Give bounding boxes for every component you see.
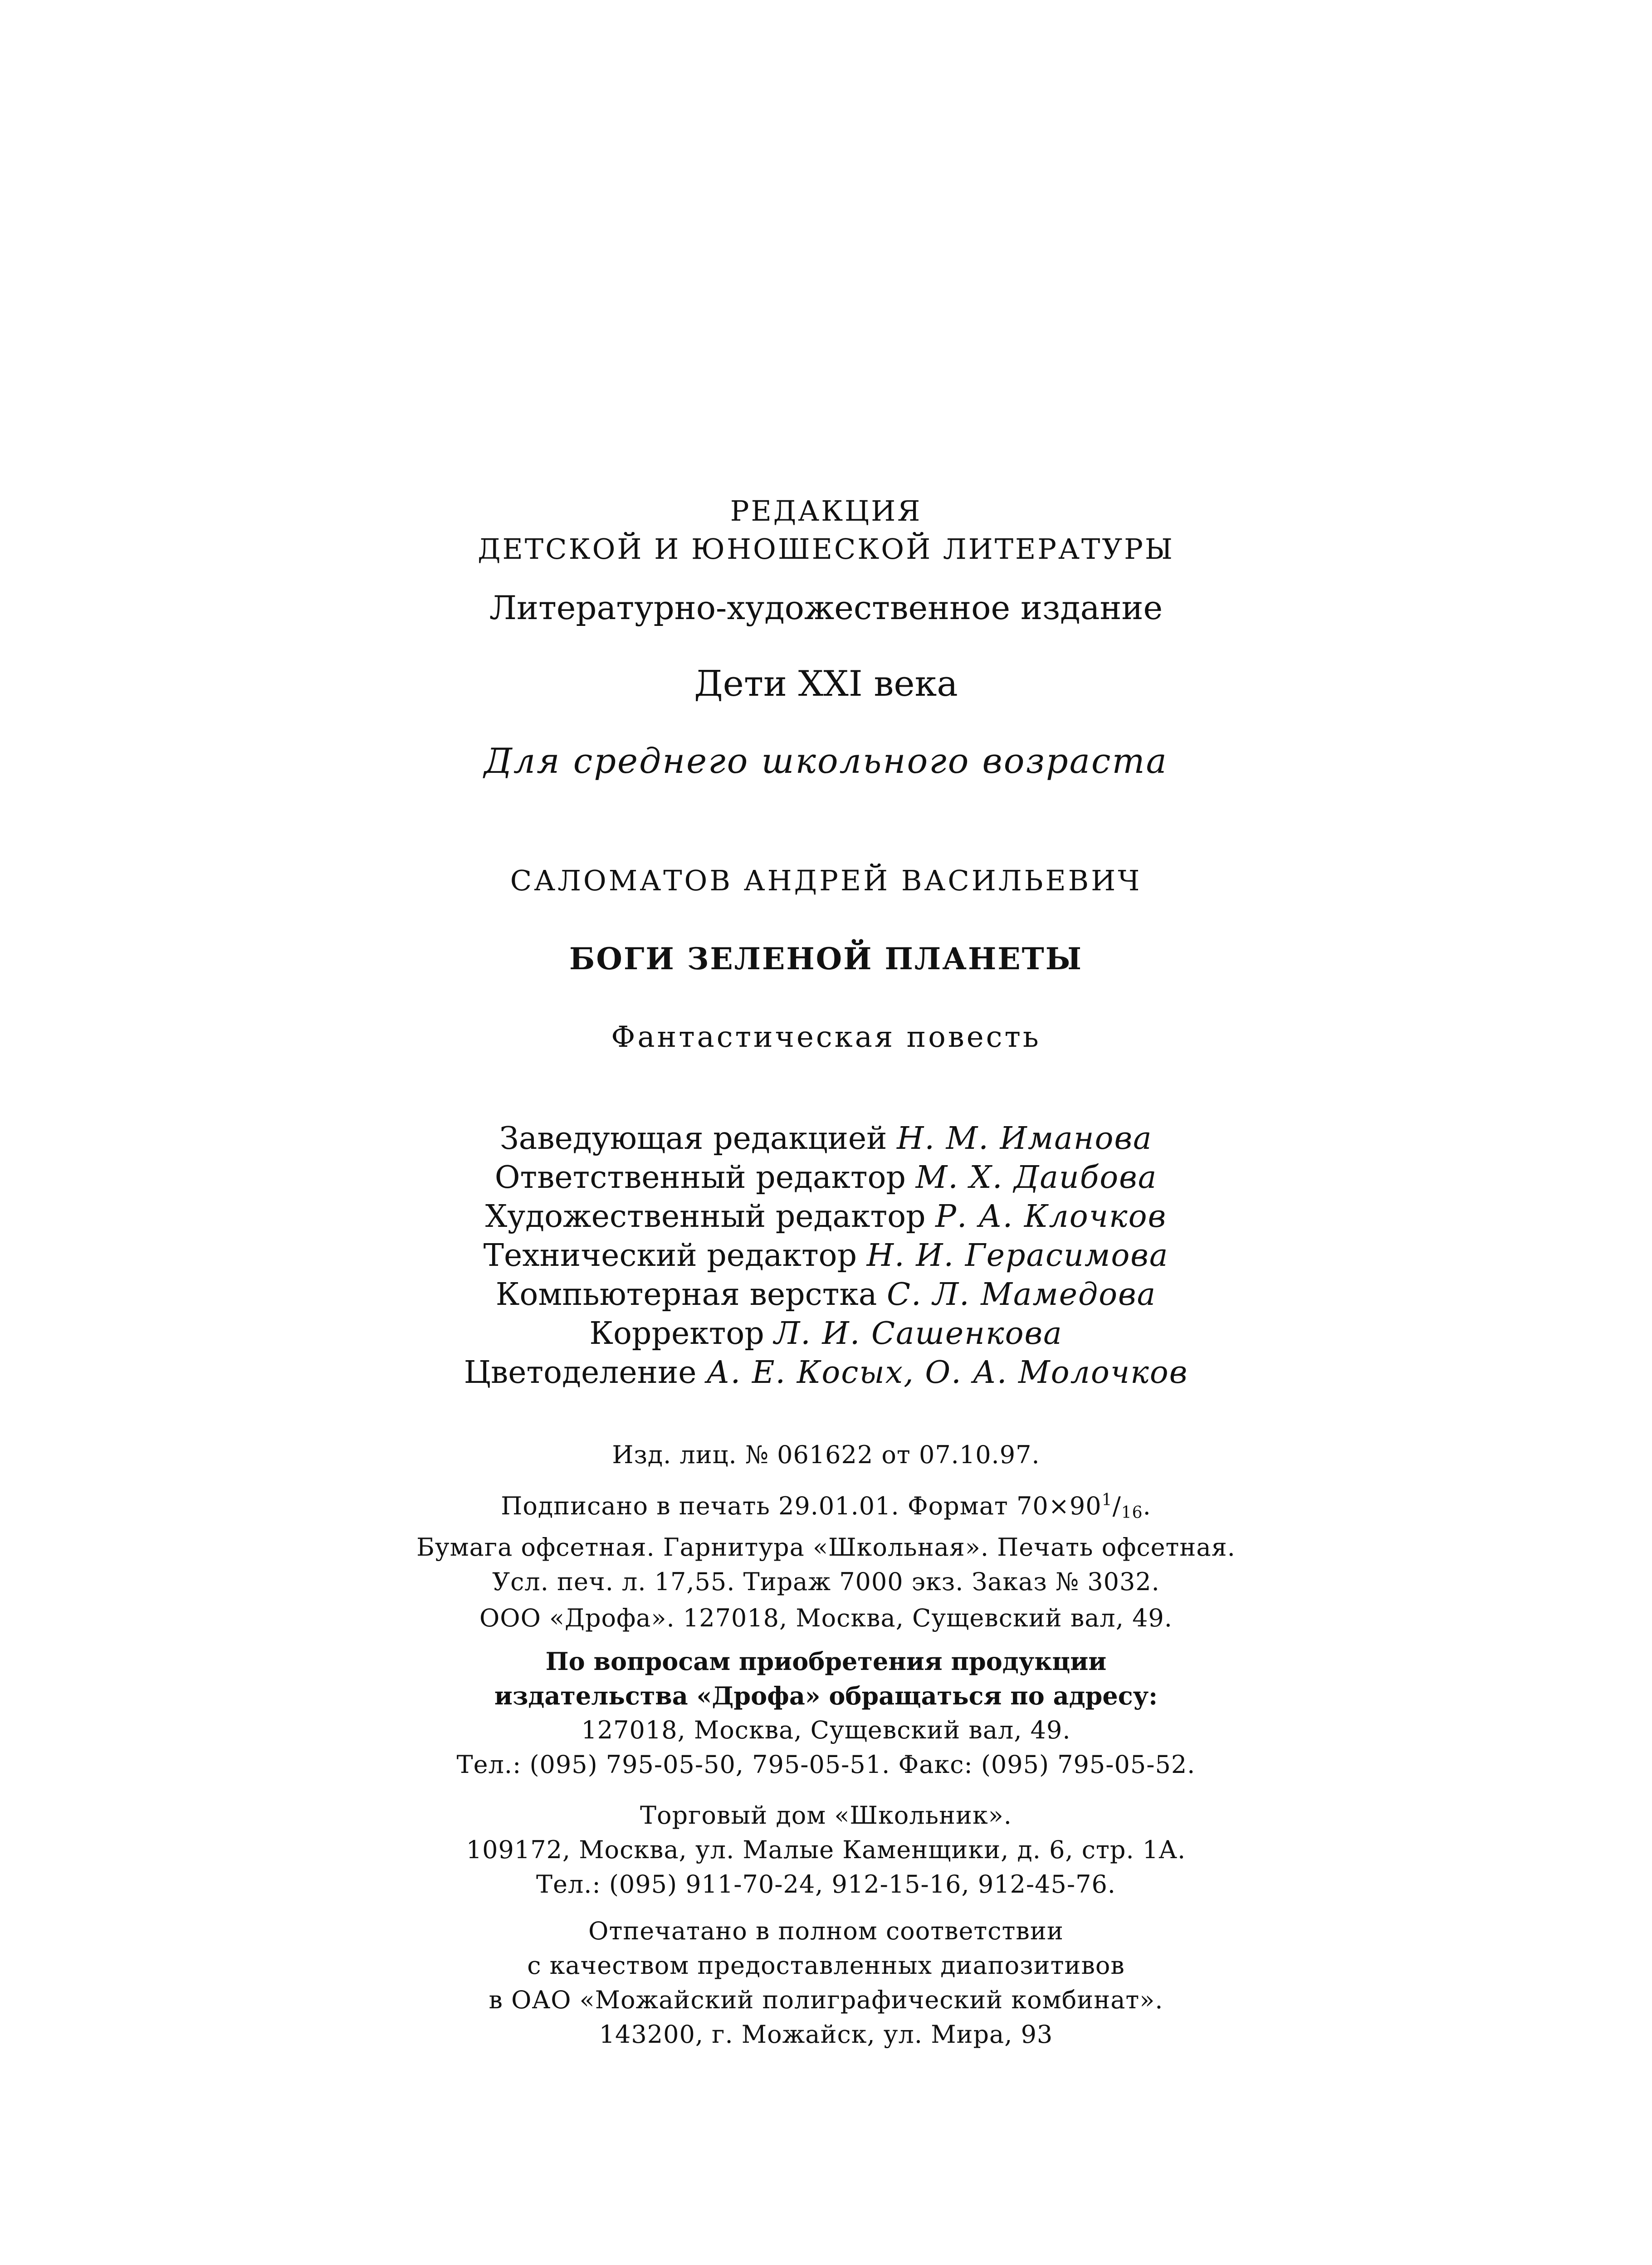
audience-note (0, 739, 1652, 783)
credit-line (0, 1314, 1652, 1353)
credit-role: Заведующая редакцией (499, 1121, 887, 1157)
license-info (0, 1438, 1652, 1472)
license-text: Изд. лиц. № 061622 от 07.10.97. (612, 1440, 1040, 1469)
edition-type (0, 587, 1652, 628)
signed-format-line (0, 1483, 1652, 1530)
printer-line1: Отпечатано в полном соответствии (588, 1917, 1064, 1945)
credit-name: С. Л. Мамедова (887, 1277, 1157, 1313)
credit-role: Корректор (589, 1316, 764, 1352)
author-name-text: САЛОМАТОВ АНДРЕЙ ВАСИЛЬЕВИЧ (510, 864, 1142, 897)
credit-name: Р. А. Клочков (935, 1199, 1167, 1235)
format-superscript: 1 (1101, 1491, 1113, 1509)
genre (0, 1018, 1652, 1056)
series-name-text: Дети XXI века (694, 664, 958, 704)
purchase-line2: издательства «Дрофа» обращаться по адресу: (494, 1681, 1158, 1710)
print-specs (0, 1483, 1652, 1599)
credit-name: М. Х. Даибова (915, 1160, 1158, 1196)
publisher-text: ООО «Дрофа». 127018, Москва, Сущевский вал, 49. (479, 1604, 1173, 1632)
editorial-header-line1: РЕДАКЦИЯ (730, 494, 922, 527)
printer-line4: 143200, г. Можайск, ул. Мира, 93 (599, 2020, 1053, 2049)
credit-line (0, 1236, 1652, 1275)
editorial-header-line2: ДЕТСКОЙ И ЮНОШЕСКОЙ ЛИТЕРАТУРЫ (478, 532, 1174, 566)
printer-info (0, 1914, 1652, 2052)
paper-line: Бумага офсетная. Гарнитура «Школьная». Печать офсетная. (416, 1533, 1236, 1562)
trade-house-address: 109172, Москва, ул. Малые Каменщики, д. 6, стр. 1А. (466, 1835, 1186, 1864)
publisher-info (0, 1601, 1652, 1635)
genre-text: Фантастическая повесть (611, 1020, 1041, 1054)
credit-role: Художественный редактор (485, 1199, 926, 1235)
purchase-address: 127018, Москва, Сущевский вал, 49. (581, 1716, 1071, 1744)
format-end: . (1143, 1492, 1151, 1520)
run-line: Усл. печ. л. 17,55. Тираж 7000 экз. Заказ № 3032. (492, 1567, 1160, 1596)
signed-text: Подписано в печать 29.01.01. Формат 70×90 (501, 1492, 1102, 1520)
series-name (0, 662, 1652, 706)
credit-role: Технический редактор (483, 1238, 857, 1274)
credit-line (0, 1275, 1652, 1314)
credit-line (0, 1197, 1652, 1236)
credit-name: Н. М. Иманова (897, 1121, 1153, 1157)
trade-house-phones: Тел.: (095) 911-70-24, 912-15-16, 912-45-76. (536, 1870, 1116, 1899)
credit-name: Л. И. Сашенкова (774, 1316, 1063, 1352)
purchase-contacts (0, 1644, 1652, 1782)
credit-name: Н. И. Герасимова (866, 1238, 1169, 1274)
credit-line (0, 1158, 1652, 1197)
credits-list (0, 1119, 1652, 1392)
purchase-phones: Тел.: (095) 795-05-50, 795-05-51. Факс: (095) 795-05-52. (456, 1750, 1196, 1779)
printer-line2: с качеством предоставленных диапозитивов (527, 1951, 1125, 1980)
book-title (0, 939, 1652, 979)
author-name (0, 862, 1652, 900)
format-subscript: 16 (1121, 1503, 1143, 1522)
credit-role: Цветоделение (464, 1355, 697, 1391)
book-title-text: БОГИ ЗЕЛЕНОЙ ПЛАНЕТЫ (569, 941, 1083, 976)
credit-role: Компьютерная верстка (495, 1277, 877, 1313)
audience-note-text: Для среднего школьного возраста (484, 741, 1168, 781)
format-slash: / (1112, 1492, 1121, 1520)
trade-house-contacts (0, 1798, 1652, 1902)
purchase-line1: По вопросам приобретения продукции (545, 1647, 1107, 1676)
credit-line (0, 1353, 1652, 1392)
credit-line (0, 1119, 1652, 1158)
trade-house-name: Торговый дом «Школьник». (640, 1801, 1012, 1830)
editorial-header (0, 492, 1652, 568)
credit-name: А. Е. Косых, О. А. Молочков (706, 1355, 1188, 1391)
edition-type-text: Литературно-художественное издание (489, 589, 1163, 627)
printer-line3: в ОАО «Можайский полиграфический комбинат». (489, 1986, 1163, 2014)
credit-role: Ответственный редактор (494, 1160, 906, 1196)
